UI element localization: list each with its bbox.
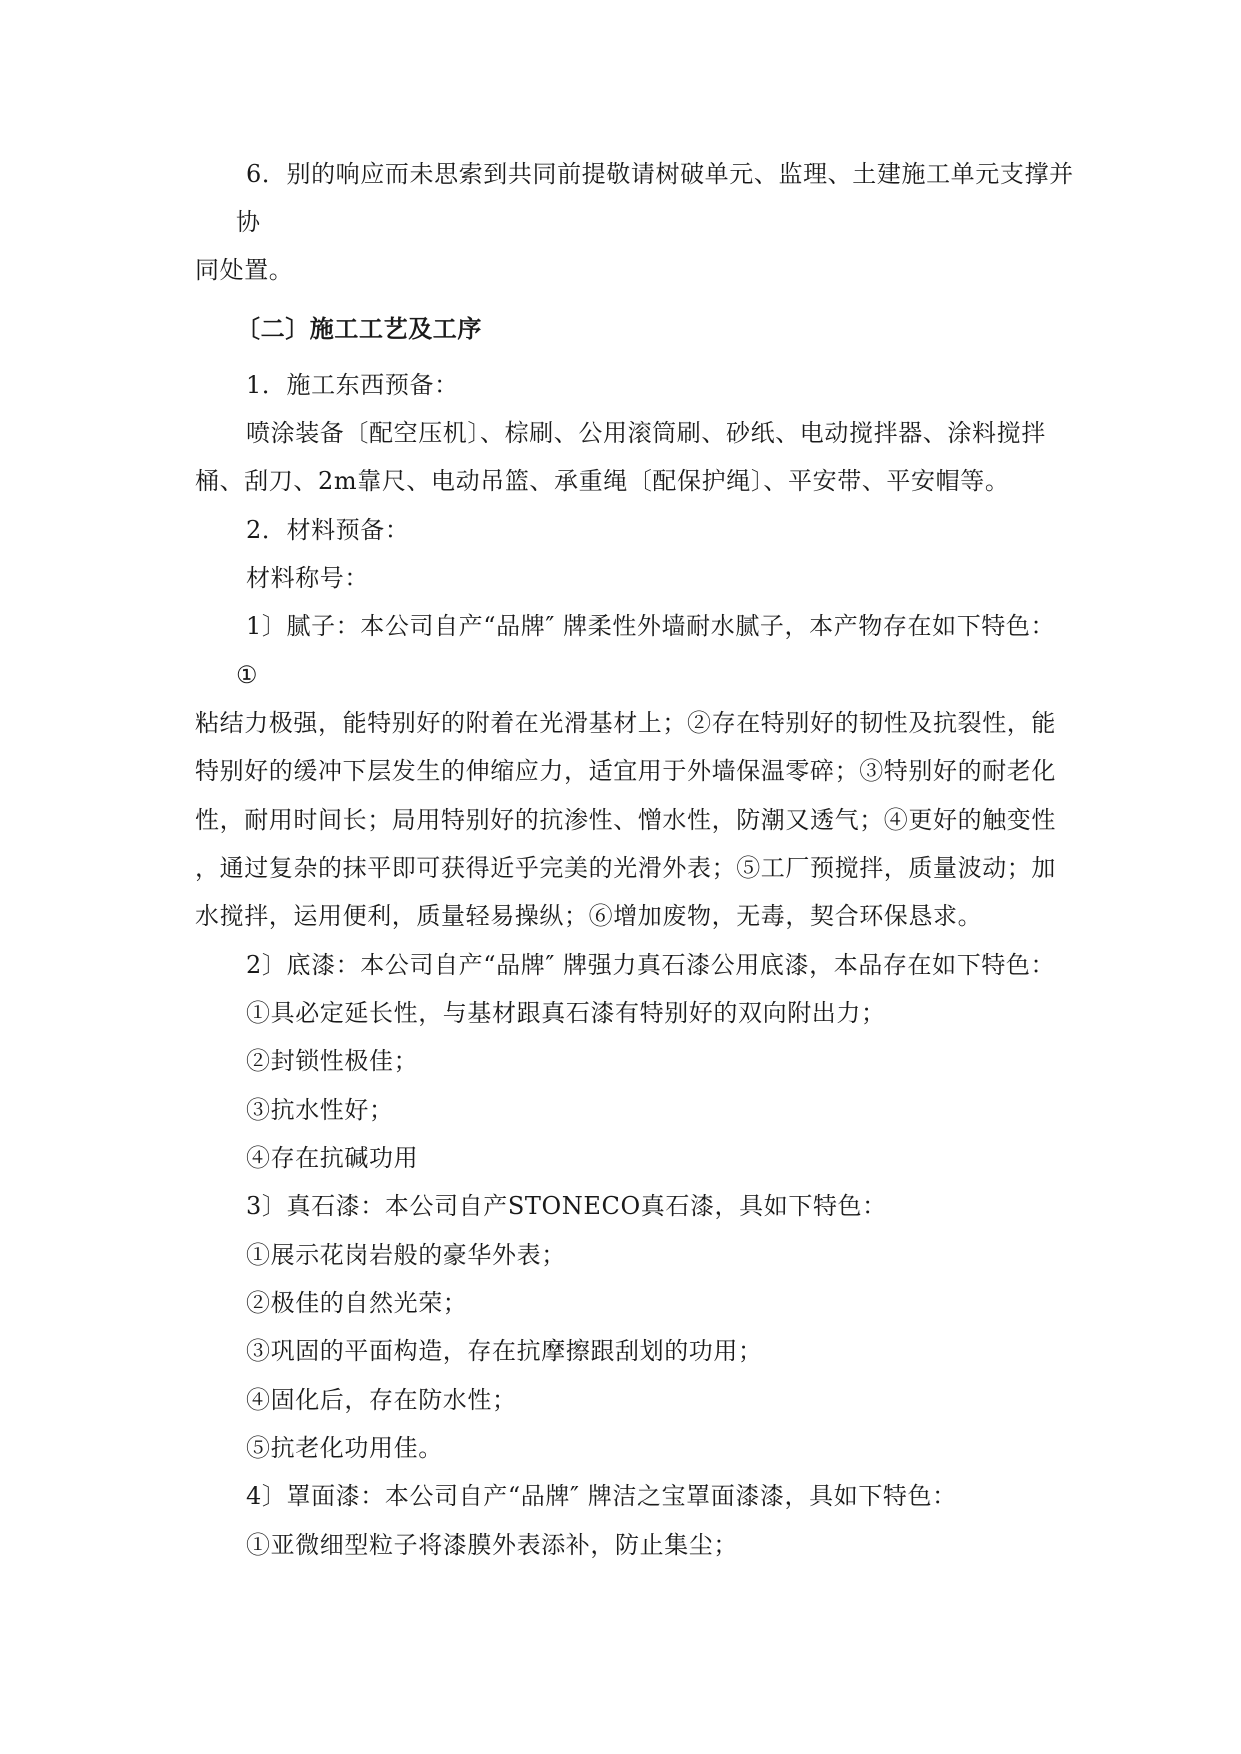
text-line: ②封锁性极佳； bbox=[246, 1047, 419, 1075]
text-line: 4〕罩面漆：本公司自产“品牌″ 牌洁之宝罩面漆漆，具如下特色： bbox=[246, 1482, 957, 1510]
text-line: ⑤抗老化功用佳。 bbox=[246, 1434, 443, 1462]
text-line: 1〕腻子：本公司自产“品牌″ 牌柔性外墙耐水腻子，本产物存在如下特色： bbox=[246, 612, 1056, 640]
text-line: 材料称号： bbox=[246, 564, 369, 592]
text-line: 6．别的响应而未思索到共同前提敬请树破单元、监理、土建施工单元支撑并 bbox=[246, 160, 1074, 188]
text-line: ①具必定延长性，与基材跟真石漆有特别好的双向附出力； bbox=[246, 999, 886, 1027]
text-line: 2〕底漆：本公司自产“品牌″ 牌强力真石漆公用底漆，本品存在如下特色： bbox=[246, 951, 1056, 979]
text-line: ，通过复杂的抹平即可获得近乎完美的光滑外表；⑤工厂预搅拌，质量波动；加 bbox=[195, 854, 1056, 882]
text-line: 1．施工东西预备： bbox=[246, 371, 459, 399]
text-line: 水搅拌，运用便利，质量轻易操纵；⑥增加废物，无毒，契合环保恳求。 bbox=[195, 902, 983, 930]
text-line: ①展示花岗岩般的豪华外表； bbox=[246, 1241, 566, 1269]
text-line: 性，耐用时间长；局用特别好的抗渗性、憎水性，防潮又透气；④更好的触变性 bbox=[195, 806, 1056, 834]
text-line: 同处置。 bbox=[195, 256, 294, 284]
text-line: ③巩固的平面构造，存在抗摩擦跟刮划的功用； bbox=[246, 1337, 763, 1365]
text-line: 桶、刮刀、2m靠尺、电动吊篮、承重绳〔配保护绳〕、平安带、平安帽等。 bbox=[195, 467, 1010, 495]
text-line: ②极佳的自然光荣； bbox=[246, 1289, 468, 1317]
text-line: ③抗水性好； bbox=[246, 1096, 394, 1124]
text-line: 喷涂装备〔配空压机〕、棕刷、公用滚筒刷、砂纸、电动搅拌器、涂料搅拌 bbox=[246, 419, 1046, 447]
text-line: 协 bbox=[236, 208, 261, 236]
text-line: 特别好的缓冲下层发生的伸缩应力，适宜用于外墙保温零碎；③特别好的耐老化 bbox=[195, 757, 1056, 785]
text-line: ④存在抗碱功用 bbox=[246, 1144, 419, 1172]
text-line: ①亚微细型粒子将漆膜外表添补，防止集尘； bbox=[246, 1531, 738, 1559]
text-line: 2．材料预备： bbox=[246, 516, 410, 544]
text-line: ① bbox=[236, 661, 259, 689]
text-line: 粘结力极强，能特别好的附着在光滑基材上；②存在特别好的韧性及抗裂性，能 bbox=[195, 709, 1056, 737]
text-line: 3〕真石漆：本公司自产STONECO真石漆，具如下特色： bbox=[246, 1192, 887, 1220]
text-line: ④固化后，存在防水性； bbox=[246, 1386, 517, 1414]
section-heading: 〔二〕施工工艺及工序 bbox=[236, 315, 482, 343]
